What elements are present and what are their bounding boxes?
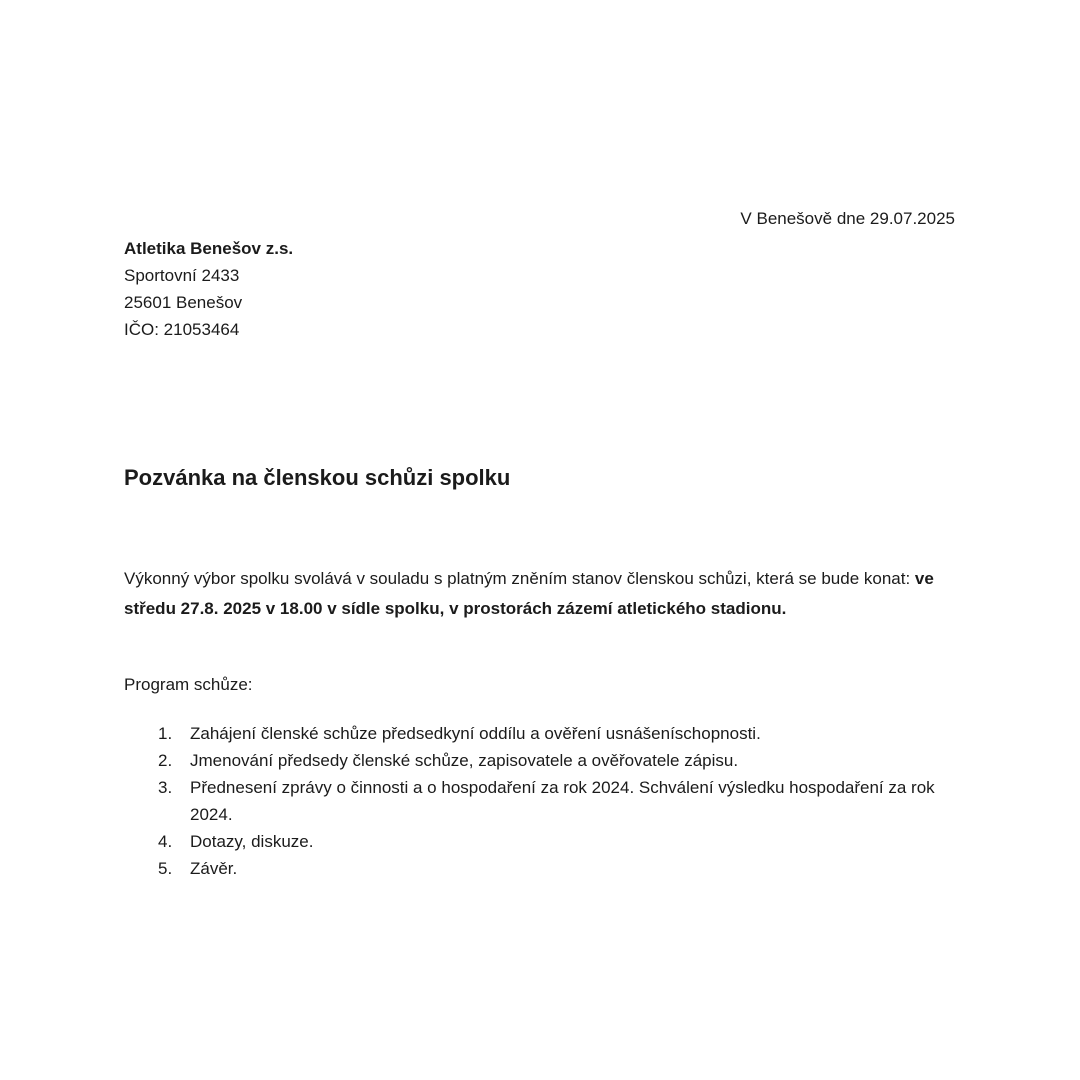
meeting-details-text: ve středu 27.8. 2025 v 18.00 v sídle spolku, v prostorách zázemí atletického stadionu. — [124, 569, 934, 618]
intro-text: Výkonný výbor spolku svolává v souladu s platným zněním stanov členskou schůzi, která se bude konat: — [124, 569, 915, 588]
date-line: V Benešově dne 29.07.2025 — [740, 209, 955, 228]
agenda-item: Jmenování předsedy členské schůze, zapisovatele a ověřovatele zápisu. — [190, 751, 739, 770]
agenda-list — [124, 720, 955, 882]
intro-paragraph — [124, 564, 955, 624]
agenda-item: Zahájení členské schůze předsedkyní oddílu a ověření usnášeníschopnosti. — [190, 724, 761, 743]
sender-address-street: Sportovní 2433 — [124, 266, 240, 285]
agenda-item: Dotazy, diskuze. — [190, 832, 314, 851]
agenda-item: Přednesení zprávy o činnosti a o hospodaření za rok 2024. Schválení výsledku hospodaření za rok 2024. — [190, 778, 935, 824]
agenda-item: Závěr. — [190, 859, 238, 878]
agenda-heading: Program schůze: — [124, 675, 253, 694]
sender-address-city: 25601 Benešov — [124, 293, 243, 312]
document-title: Pozvánka na členskou schůzi spolku — [124, 465, 511, 490]
sender-ico: IČO: 21053464 — [124, 320, 240, 339]
sender-block — [124, 235, 955, 343]
sender-name: Atletika Benešov z.s. — [124, 239, 294, 258]
